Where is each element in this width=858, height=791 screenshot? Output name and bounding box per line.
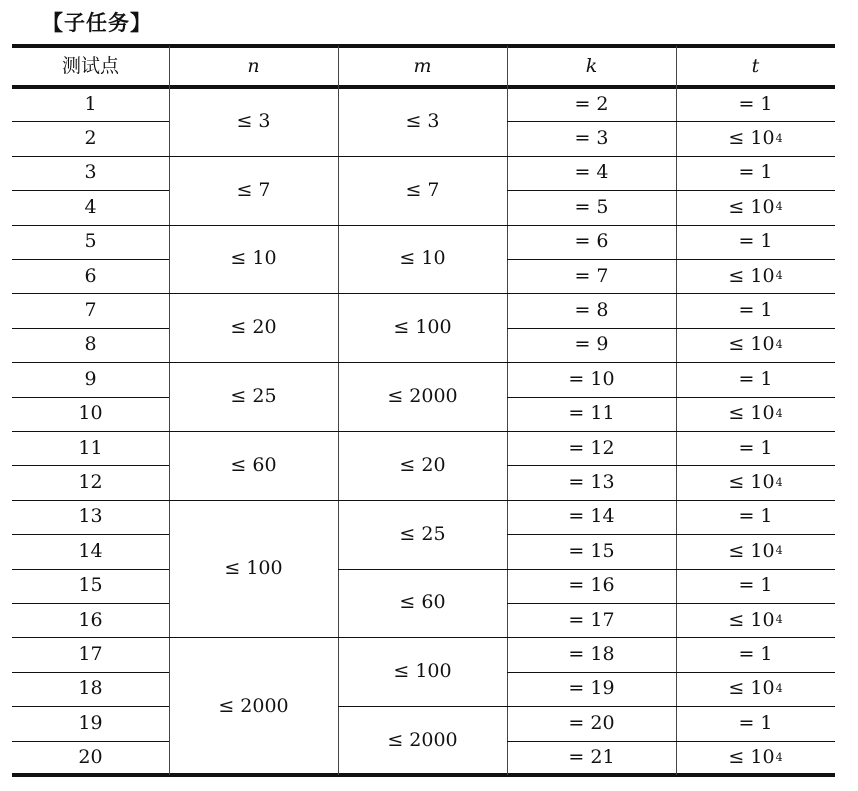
case-cell: 17: [78, 643, 103, 666]
k-cell: = 12: [568, 436, 615, 459]
t-cell: ≤ 10 4: [728, 608, 783, 631]
case-cell: 8: [84, 333, 97, 356]
k-cell: = 21: [568, 746, 615, 769]
case-cell: 5: [84, 230, 97, 253]
case-cell: 20: [78, 746, 103, 769]
header-t: t: [751, 55, 760, 77]
t-value: ≤ 10: [728, 127, 775, 150]
case-cell: 15: [78, 574, 103, 597]
t-cell: ≤ 10 4: [728, 127, 783, 150]
t-value: = 1: [738, 643, 773, 666]
t-value: = 1: [738, 161, 773, 184]
m-cell: ≤ 100: [393, 660, 452, 683]
k-cell: = 17: [568, 608, 615, 631]
n-cell: ≤ 2000: [218, 694, 289, 717]
case-cell: 18: [78, 677, 103, 700]
n-cell: ≤ 7: [236, 178, 271, 201]
n-cell: ≤ 20: [230, 316, 277, 339]
m-cell: ≤ 2000: [387, 729, 458, 752]
k-cell: = 19: [568, 677, 615, 700]
m-cell: ≤ 7: [405, 178, 440, 201]
k-cell: = 7: [574, 264, 609, 287]
case-cell: 11: [78, 436, 103, 459]
t-cell: ≤ 10 4: [728, 471, 783, 494]
t-value: = 1: [738, 574, 773, 597]
t-cell: [676, 87, 835, 121]
m-cell: ≤ 2000: [387, 385, 458, 408]
t-value: ≤ 10: [728, 402, 775, 425]
t-value: = 1: [738, 299, 773, 322]
table-top-rule: [12, 44, 835, 48]
k-cell: = 10: [568, 367, 615, 390]
header-n: n: [247, 55, 260, 77]
t-cell: [676, 293, 835, 327]
t-cell: [676, 156, 835, 190]
header-case: 测试点: [61, 55, 119, 77]
t-cell: [676, 706, 835, 740]
k-cell: = 16: [568, 574, 615, 597]
header-k: k: [585, 55, 598, 77]
m-cell: ≤ 10: [399, 247, 446, 270]
case-cell: 6: [84, 264, 97, 287]
header-m: m: [413, 55, 432, 77]
t-value: ≤ 10: [728, 264, 775, 287]
t-cell: [676, 500, 835, 534]
t-cell: [676, 225, 835, 259]
k-cell: = 15: [568, 539, 615, 562]
k-cell: = 2: [574, 92, 609, 115]
case-cell: 1: [84, 92, 97, 115]
k-cell: = 20: [568, 711, 615, 734]
k-cell: = 3: [574, 127, 609, 150]
k-cell: = 13: [568, 471, 615, 494]
t-cell: [676, 569, 835, 603]
n-cell: ≤ 60: [230, 453, 277, 476]
k-cell: = 11: [568, 402, 615, 425]
t-cell: ≤ 10 4: [728, 333, 783, 356]
n-cell: ≤ 10: [230, 247, 277, 270]
case-cell: 9: [84, 367, 97, 390]
t-cell: [676, 637, 835, 671]
m-cell: ≤ 20: [399, 453, 446, 476]
case-cell: 12: [78, 471, 103, 494]
case-cell: 14: [78, 539, 103, 562]
case-cell: 3: [84, 161, 97, 184]
n-cell: ≤ 100: [224, 557, 283, 580]
t-cell: [676, 431, 835, 465]
k-cell: = 14: [568, 505, 615, 528]
case-cell: 10: [78, 402, 103, 425]
k-cell: = 8: [574, 299, 609, 322]
t-value: ≤ 10: [728, 608, 775, 631]
m-cell: ≤ 3: [405, 109, 440, 132]
t-value: = 1: [738, 92, 773, 115]
t-value: = 1: [738, 436, 773, 459]
case-cell: 7: [84, 299, 97, 322]
t-cell: ≤ 10 4: [728, 402, 783, 425]
k-cell: = 18: [568, 643, 615, 666]
t-value: = 1: [738, 711, 773, 734]
t-value: = 1: [738, 230, 773, 253]
n-cell: ≤ 25: [230, 385, 277, 408]
t-value: = 1: [738, 505, 773, 528]
subtask-table: [12, 46, 835, 778]
k-cell: = 9: [574, 333, 609, 356]
case-cell: 13: [78, 505, 103, 528]
k-cell: = 4: [574, 161, 609, 184]
t-value: ≤ 10: [728, 539, 775, 562]
k-cell: = 5: [574, 195, 609, 218]
m-cell: ≤ 60: [399, 591, 446, 614]
t-cell: ≤ 10 4: [728, 539, 783, 562]
t-cell: ≤ 10 4: [728, 746, 783, 769]
m-cell: ≤ 25: [399, 522, 446, 545]
m-cell: ≤ 100: [393, 316, 452, 339]
k-cell: = 6: [574, 230, 609, 253]
case-cell: 19: [78, 711, 103, 734]
n-cell: ≤ 3: [236, 109, 271, 132]
t-value: ≤ 10: [728, 471, 775, 494]
t-value: ≤ 10: [728, 333, 775, 356]
t-cell: ≤ 10 4: [728, 195, 783, 218]
t-cell: [676, 362, 835, 396]
t-value: ≤ 10: [728, 677, 775, 700]
case-cell: 2: [84, 127, 97, 150]
t-value: = 1: [738, 367, 773, 390]
t-value: ≤ 10: [728, 195, 775, 218]
case-cell: 16: [78, 608, 103, 631]
case-cell: 4: [84, 195, 97, 218]
section-heading: 【子任务】: [42, 11, 152, 35]
t-cell: ≤ 10 4: [728, 677, 783, 700]
t-cell: ≤ 10 4: [728, 264, 783, 287]
t-value: ≤ 10: [728, 746, 775, 769]
